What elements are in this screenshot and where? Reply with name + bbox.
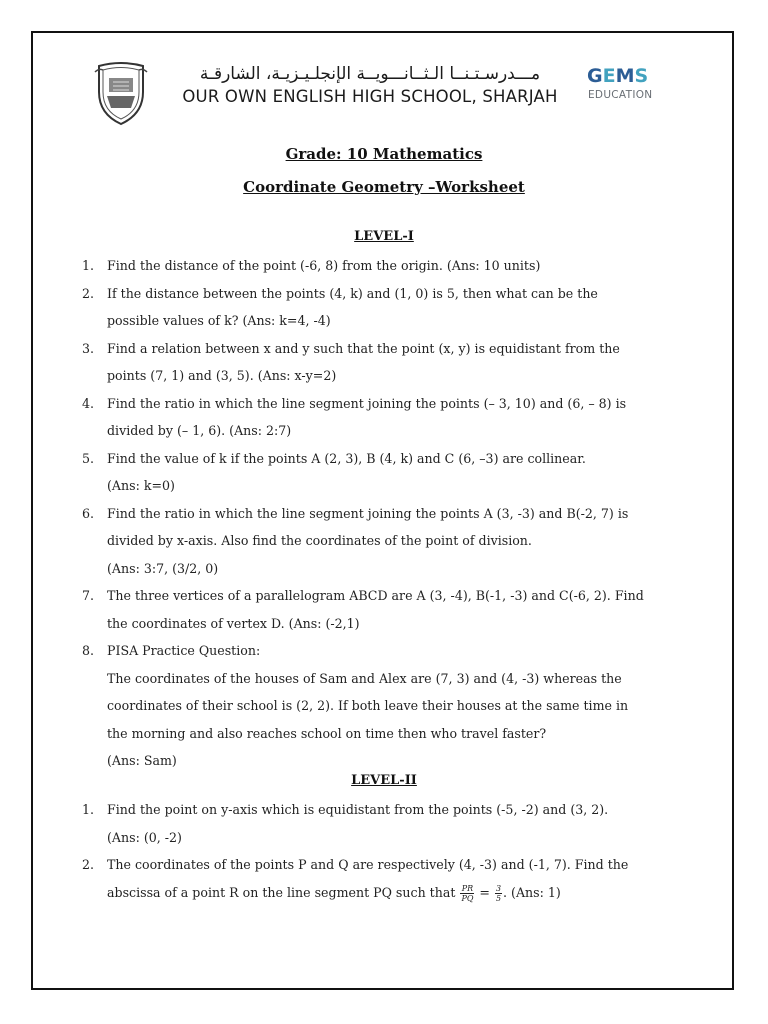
question-text	[107, 280, 710, 335]
question-line: The coordinates of the houses of Sam and Alex are (7, 3) and (4, -3) whereas the	[107, 670, 622, 686]
line-text-after: . (Ans: 1)	[503, 884, 561, 900]
question-item	[82, 335, 710, 390]
question-text	[107, 252, 710, 280]
level-2-heading: LEVEL-II	[351, 773, 417, 788]
question-number: 7.	[82, 588, 95, 603]
question-line: Find the point on y-axis which is equidistant from the points (-5, -2) and (3, 2).	[107, 802, 609, 817]
page-title-worksheet: Coordinate Geometry –Worksheet	[243, 178, 525, 196]
question-line: divided by x-axis. Also find the coordinates of the point of division.	[107, 533, 532, 548]
question-text	[107, 637, 710, 775]
question-number: 5.	[82, 450, 95, 466]
page-title-grade: Grade: 10 Mathematics	[285, 145, 483, 163]
line-text-before: abscissa of a point R on the line segment PQ such that	[107, 884, 460, 900]
equals-sign: =	[475, 884, 494, 900]
question-item	[82, 500, 710, 583]
question-line: the coordinates of vertex D. (Ans: (-2,1)	[107, 615, 360, 631]
question-text	[107, 390, 710, 445]
question-line-with-fraction	[107, 879, 710, 907]
question-number: 8.	[82, 643, 95, 658]
question-line: The three vertices of a parallelogram ABCD are A (3, -4), B(-1, -3) and C(-6, 2). Find	[107, 588, 644, 603]
question-line: If the distance between the points (4, k) and (1, 0) is 5, then what can be the	[107, 285, 598, 301]
question-line: PISA Practice Question:	[107, 643, 261, 658]
fraction-three-fifths	[495, 884, 502, 903]
question-line: Find the distance of the point (-6, 8) from the origin. (Ans: 10 units)	[107, 258, 541, 273]
question-number: 1.	[82, 258, 95, 273]
question-number: 3.	[82, 340, 95, 356]
question-number: 2.	[82, 857, 95, 872]
question-line: The coordinates of the points P and Q are respectively (4, -3) and (-1, 7). Find the	[107, 857, 629, 872]
question-item	[82, 445, 710, 500]
question-line: (Ans: (0, -2)	[107, 829, 182, 845]
question-number: 6.	[82, 505, 95, 521]
question-item	[82, 851, 710, 906]
question-line: (Ans: k=0)	[107, 478, 175, 493]
question-item	[82, 252, 710, 280]
question-line: divided by (– 1, 6). (Ans: 2:7)	[107, 423, 292, 438]
question-line: Find the value of k if the points A (2, 3), B (4, k) and C (6, –3) are collinear.	[107, 450, 586, 466]
question-item	[82, 280, 710, 335]
fraction-denominator: 5	[495, 893, 502, 903]
fraction-numerator: PR	[461, 883, 474, 893]
gems-logo-word: GEMS	[587, 65, 649, 87]
question-text	[107, 445, 710, 500]
fraction-pr-over-pq	[460, 884, 474, 903]
question-item	[82, 582, 710, 637]
question-line: Find a relation between x and y such that the point (x, y) is equidistant from the	[107, 340, 620, 356]
question-number: 2.	[82, 285, 95, 301]
question-text	[107, 500, 710, 583]
question-line: (Ans: 3:7, (3/2, 0)	[107, 560, 219, 576]
school-crest-logo	[93, 62, 149, 126]
fraction-denominator: PQ	[461, 893, 474, 903]
school-name-arabic: مـــدرسـتـنــا الـثــانـــويــة الإنجلـيـزيـة، الشارقـة	[199, 64, 541, 84]
question-line: points (7, 1) and (3, 5). (Ans: x-y=2)	[107, 368, 337, 383]
question-line: possible values of k? (Ans: k=4, -4)	[107, 313, 331, 328]
level-1-heading: LEVEL-I	[354, 229, 414, 244]
question-line: Find the ratio in which the line segment joining the points (– 3, 10) and (6, – 8) is	[107, 395, 627, 411]
question-line: (Ans: Sam)	[107, 753, 177, 768]
question-line: Find the ratio in which the line segment joining the points A (3, -3) and B(-2, 7) is	[107, 505, 629, 521]
question-item	[82, 796, 710, 851]
question-text	[107, 851, 710, 906]
question-number: 1.	[82, 802, 95, 817]
question-item	[82, 390, 710, 445]
question-text	[107, 582, 710, 637]
gems-education-logo	[587, 66, 667, 106]
gems-logo-subtitle: EDUCATION	[588, 89, 653, 101]
question-text	[107, 335, 710, 390]
question-item	[82, 637, 710, 775]
question-number: 4.	[82, 395, 95, 411]
question-line: the morning and also reaches school on time then who travel faster?	[107, 725, 547, 741]
fraction-numerator: 3	[495, 883, 502, 893]
school-name-english: OUR OWN ENGLISH HIGH SCHOOL, SHARJAH	[182, 87, 558, 106]
question-line: coordinates of their school is (2, 2). If both leave their houses at the same time in	[107, 698, 629, 713]
question-text	[107, 796, 710, 851]
